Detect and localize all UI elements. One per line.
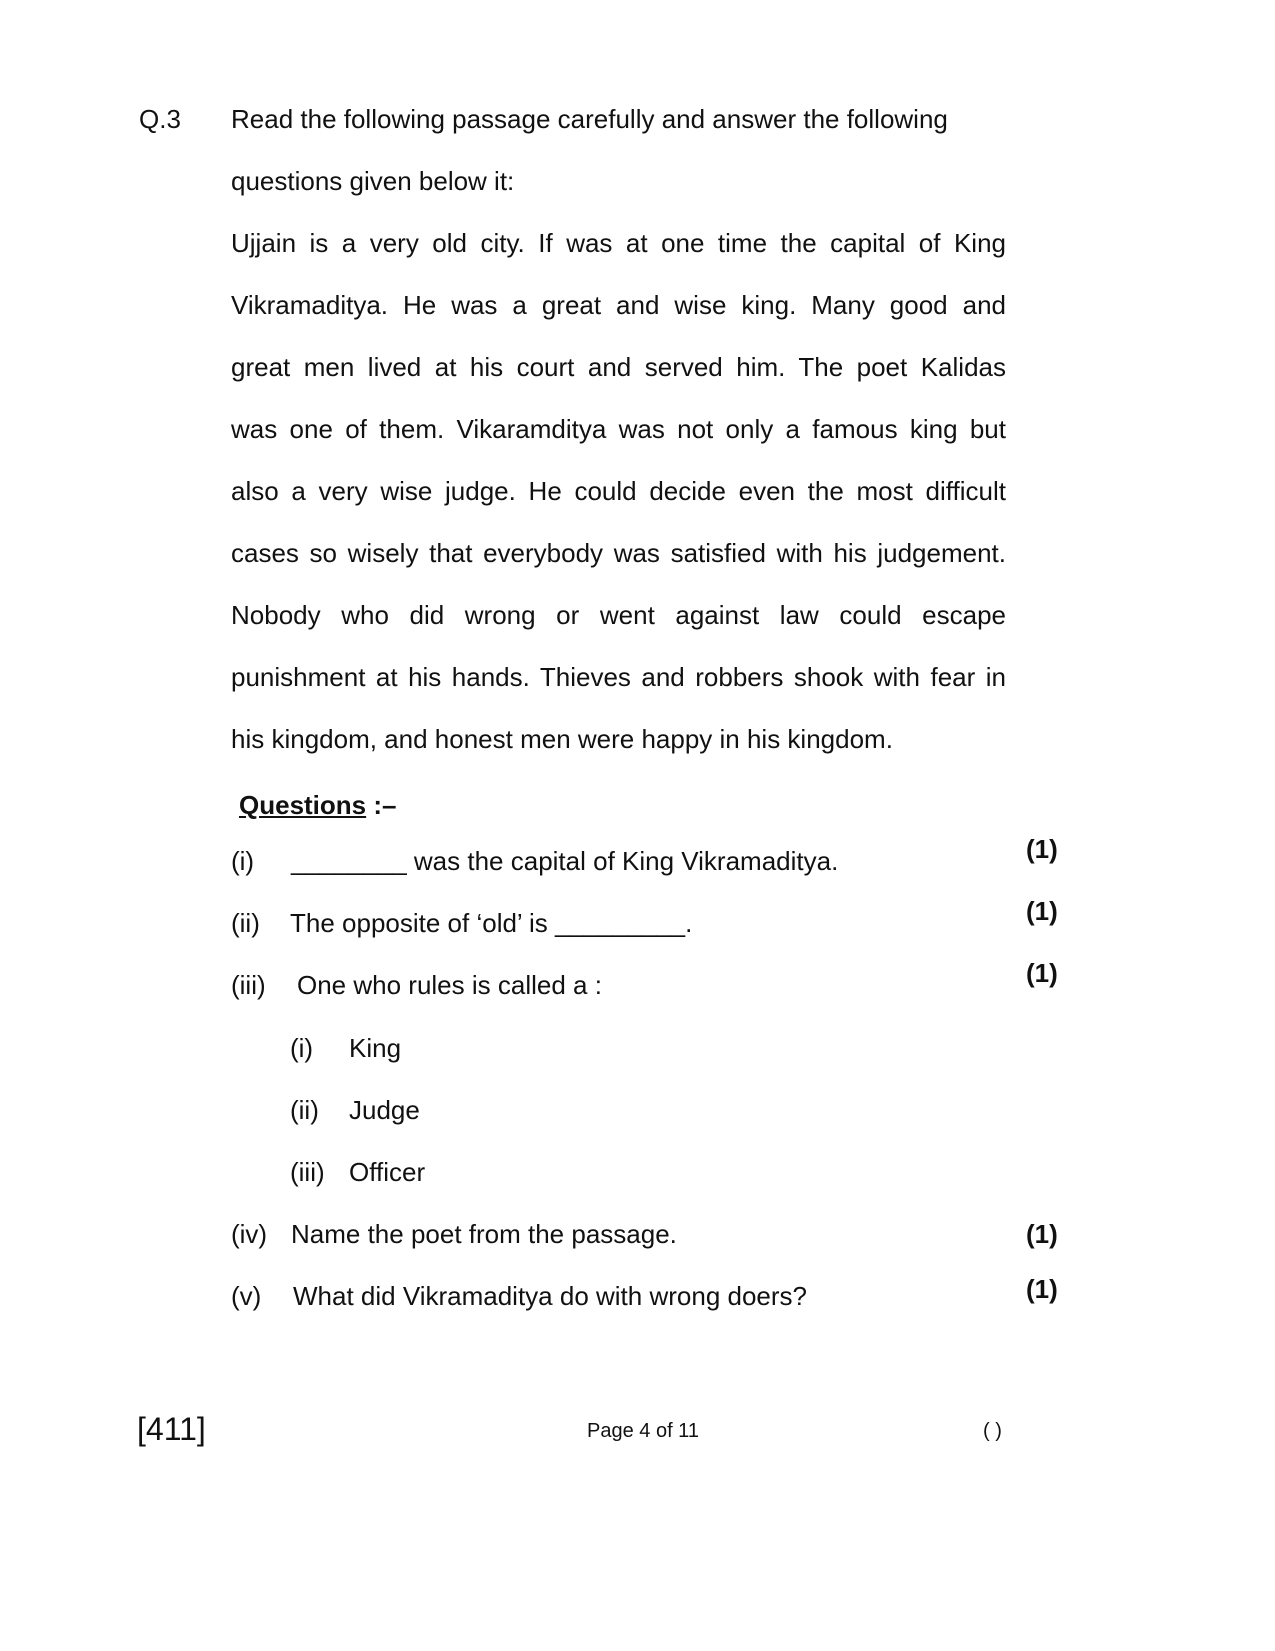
passage-line: punishment at his hands. Thieves and robbers shook with fear in [231,662,1006,692]
question-marks: (1) [1026,896,1058,926]
passage-line: also a very wise judge. He could decide even the most difficult [231,476,1006,506]
instruction-line-2: questions given below it: [231,166,515,196]
questions-heading-suffix: :– [366,790,397,820]
option-label: (iii) [290,1157,325,1187]
questions-heading-title: Questions [239,790,367,820]
paper-code: [411] [137,1411,206,1447]
question-text: One who rules is called a : [297,970,602,1000]
passage-line: Vikramaditya. He was a great and wise king. Many good and [231,290,1006,320]
question-text: ________ was the capital of King Vikramaditya. [291,846,839,876]
question-marks: (1) [1026,834,1058,864]
page-number: Page 4 of 11 [587,1420,699,1442]
question-marks: (1) [1026,1274,1058,1304]
option-text: King [349,1033,402,1063]
passage-line: Ujjain is a very old city. If was at one time the capital of King [231,228,1006,258]
question-label: (ii) [231,908,260,938]
passage-line: was one of them. Vikaramditya was not only a famous king but [231,414,1006,444]
question-label: (v) [231,1281,262,1311]
questions-heading [239,790,396,821]
question-label: (iii) [231,970,266,1000]
question-text: Name the poet from the passage. [291,1219,677,1249]
question-number: Q.3 [139,104,181,134]
question-marks: (1) [1026,958,1058,988]
option-text: Officer [349,1157,426,1187]
question-label: (i) [231,846,255,876]
passage-line: his kingdom, and honest men were happy in his kingdom. [231,724,893,754]
passage-line: Nobody who did wrong or went against law could escape [231,600,1006,630]
option-text: Judge [349,1095,420,1125]
question-label: (iv) [231,1219,268,1249]
footer-parentheses: ( ) [983,1420,1002,1442]
option-label: (i) [290,1033,314,1063]
passage-line: great men lived at his court and served him. The poet Kalidas [231,352,1006,382]
passage-line: cases so wisely that everybody was satisfied with his judgement. [231,538,1006,568]
instruction-line-1: Read the following passage carefully and answer the following [231,104,948,134]
question-text: What did Vikramaditya do with wrong doers? [293,1281,807,1311]
question-marks: (1) [1026,1219,1058,1249]
option-label: (ii) [290,1095,319,1125]
question-text: The opposite of ‘old’ is _________. [290,908,693,938]
